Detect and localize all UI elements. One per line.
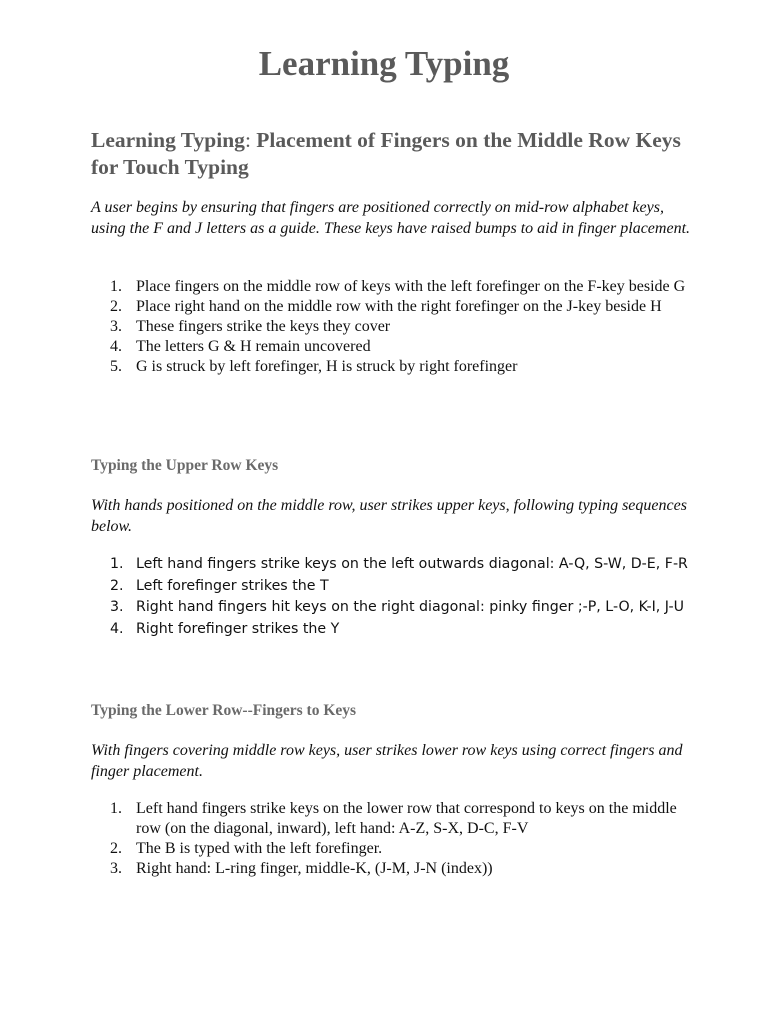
list-item-text: The letters G & H remain uncovered bbox=[136, 338, 371, 355]
list-item-text: G is struck by left forefinger, H is struck by right forefinger bbox=[136, 358, 518, 375]
section-heading-upper-row: Typing the Upper Row Keys bbox=[91, 457, 279, 474]
list-item bbox=[91, 357, 691, 377]
list-item-number: 2. bbox=[110, 840, 122, 857]
list-item-text: Right hand: L-ring finger, middle-K, (J-M, J-N (index)) bbox=[136, 860, 493, 877]
list-item bbox=[91, 839, 691, 859]
list-item bbox=[91, 597, 691, 619]
section-heading-middle-row bbox=[91, 127, 691, 181]
list-item-number: 5. bbox=[110, 358, 122, 375]
list-item bbox=[91, 277, 691, 297]
list-item-text: The B is typed with the left forefinger. bbox=[136, 840, 383, 857]
section-intro-lower-row: With fingers covering middle row keys, user strikes lower row keys using correct fingers and finger placement. bbox=[91, 742, 683, 780]
list-item-text: Left hand fingers strike keys on the left outwards diagonal: A-Q, S-W, D-E, F-R bbox=[136, 556, 688, 572]
list-item bbox=[91, 576, 691, 598]
list-item-number: 3. bbox=[110, 599, 124, 615]
list-item-text: Place right hand on the middle row with the right forefinger on the J-key beside H bbox=[136, 298, 662, 315]
list-item-number: 1. bbox=[110, 800, 122, 817]
lower-row-steps-list bbox=[91, 799, 691, 879]
list-item bbox=[91, 619, 691, 641]
list-item-text: Place fingers on the middle row of keys with the left forefinger on the F-key beside G bbox=[136, 278, 686, 295]
section-intro-middle-row: A user begins by ensuring that fingers are positioned correctly on mid-row alphabet keys, using the F and J letters as a guide. These keys have raised bumps to aid in finger placement. bbox=[91, 199, 691, 237]
list-item-number: 2. bbox=[110, 577, 124, 594]
list-item bbox=[91, 799, 691, 839]
list-item-number: 3. bbox=[110, 318, 122, 335]
list-item bbox=[91, 337, 691, 357]
list-item-text: These fingers strike the keys they cover bbox=[136, 318, 391, 335]
list-item-number: 4. bbox=[110, 338, 122, 355]
middle-row-steps-list bbox=[91, 277, 691, 377]
list-item bbox=[91, 554, 691, 576]
list-item-number: 2. bbox=[110, 298, 122, 315]
list-item-text: Right hand fingers hit keys on the right diagonal: pinky finger ;-P, L-O, K-I, J-U bbox=[136, 599, 684, 615]
list-item-text: Left hand fingers strike keys on the lower row that correspond to keys on the middle row (on the diagonal, inward), left hand: A-Z, S-X, D-C, F-V bbox=[136, 800, 677, 837]
list-item bbox=[91, 859, 691, 879]
list-item-number: 3. bbox=[110, 860, 122, 877]
heading-rest: Placement of Fingers on the Middle Row Keys for Touch Typing bbox=[91, 128, 681, 179]
list-item bbox=[91, 317, 691, 337]
section-intro-upper-row: With hands positioned on the middle row, user strikes upper keys, following typing sequences below. bbox=[91, 497, 687, 535]
section-heading-lower-row: Typing the Lower Row--Fingers to Keys bbox=[91, 702, 357, 719]
list-item-number: 1. bbox=[110, 278, 122, 295]
heading-colon: : bbox=[244, 128, 251, 152]
upper-row-steps-list bbox=[91, 554, 691, 640]
list-item-text: Right forefinger strikes the Y bbox=[136, 620, 340, 637]
list-item-number: 4. bbox=[110, 620, 124, 637]
list-item-text: Left forefinger strikes the T bbox=[136, 577, 329, 594]
document-title: Learning Typing bbox=[258, 44, 510, 83]
list-item bbox=[91, 297, 691, 317]
list-item-number: 1. bbox=[110, 556, 124, 572]
heading-lead: Learning Typing bbox=[91, 128, 245, 152]
